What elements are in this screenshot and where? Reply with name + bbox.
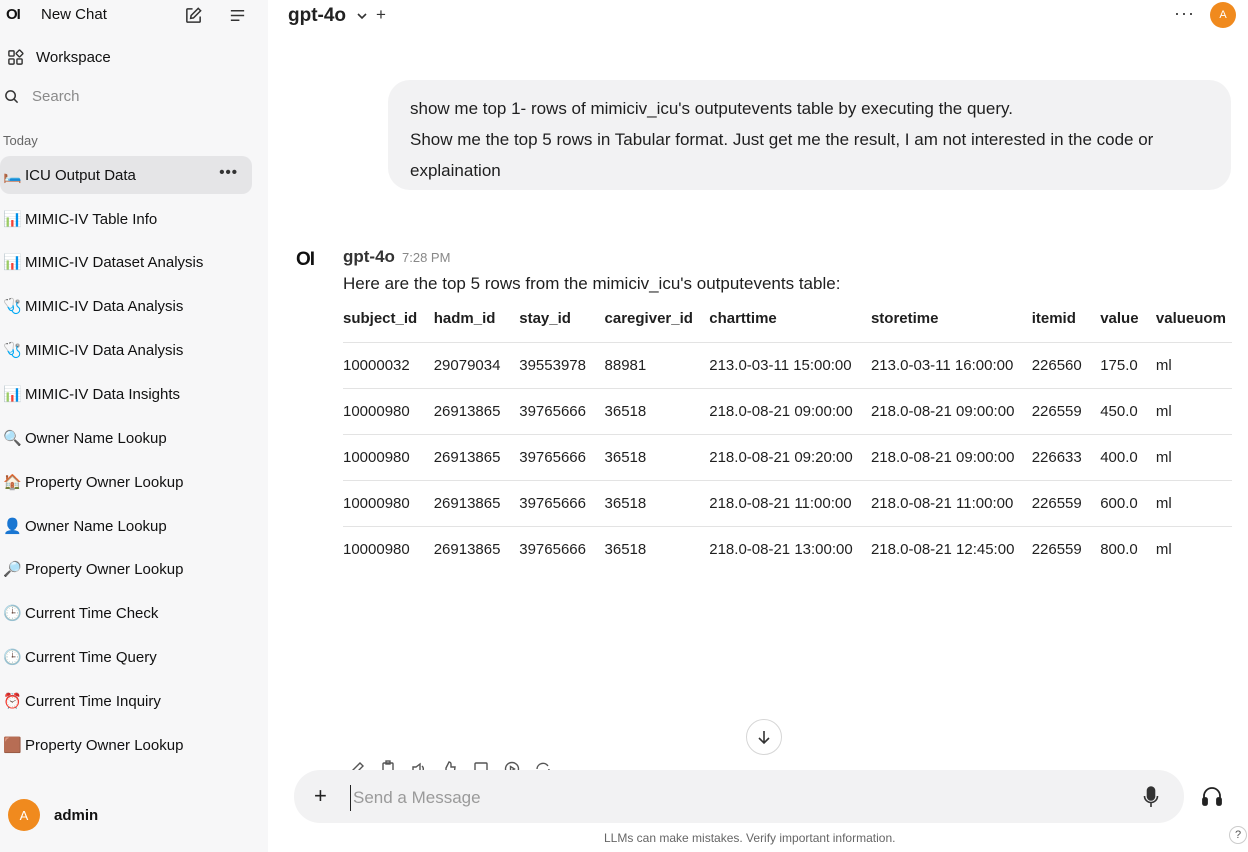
table-cell: 10000980 xyxy=(343,541,410,558)
table-cell: 213.0-03-11 16:00:00 xyxy=(871,343,1032,389)
table-cell: ml xyxy=(1156,343,1232,389)
chat-item-label: MIMIC-IV Dataset Analysis xyxy=(25,253,204,271)
sidebar-search[interactable] xyxy=(4,85,80,107)
table-cell: 39553978 xyxy=(519,343,604,389)
chat-item[interactable] xyxy=(0,638,252,676)
table-cell: 226559 xyxy=(1032,481,1101,527)
chat-item-label: Property Owner Lookup xyxy=(25,736,184,754)
chat-emoji: 🛏️ xyxy=(3,167,22,184)
chat-item-active[interactable] xyxy=(0,156,252,194)
table-cell: 175.0 xyxy=(1100,343,1156,389)
table-cell: ml xyxy=(1155,541,1172,558)
table-cell: 36518 xyxy=(604,541,647,558)
new-chat-button[interactable]: New Chat xyxy=(41,6,107,23)
chat-item-label: Property Owner Lookup xyxy=(25,560,184,578)
disclaimer: LLMs can make mistakes. Verify important information. xyxy=(604,831,896,845)
table-cell: 29079034 xyxy=(434,343,520,389)
arrow-down-icon xyxy=(756,729,772,745)
assistant-name: gpt-4o xyxy=(343,247,395,266)
chat-item-label: MIMIC-IV Data Analysis xyxy=(25,341,184,359)
table-cell: 400.0 xyxy=(1100,435,1156,481)
table-cell: 600.0 xyxy=(1100,481,1156,527)
result-table xyxy=(343,306,1232,572)
table-cell: 39765666 xyxy=(519,481,604,527)
user-menu[interactable] xyxy=(8,799,98,831)
column-header: value xyxy=(1100,306,1156,343)
column-header: subject_id xyxy=(343,306,434,343)
workspace-label: Workspace xyxy=(36,48,111,66)
search-icon xyxy=(4,89,20,104)
sidebar-toggle-icon[interactable] xyxy=(226,4,248,26)
chat-emoji: 📊 xyxy=(3,211,22,228)
chat-item-label: Property Owner Lookup xyxy=(25,473,184,491)
avatar[interactable]: A xyxy=(1210,2,1236,28)
chevron-down-icon[interactable] xyxy=(356,9,368,27)
workspace-link[interactable] xyxy=(4,46,111,68)
table-cell: 36518 xyxy=(605,389,710,435)
avatar: A xyxy=(8,799,40,831)
message-input[interactable] xyxy=(350,785,1115,811)
chat-item[interactable] xyxy=(0,419,252,457)
table-cell: 10000980 xyxy=(343,389,434,435)
table-cell: 226560 xyxy=(1032,343,1101,389)
table-header-row xyxy=(343,306,1232,343)
table-cell: 10000980 xyxy=(343,435,434,481)
workspace-icon xyxy=(4,49,26,66)
assistant-intro: Here are the top 5 rows from the mimiciv_icu's outputevents table: xyxy=(343,274,841,293)
table-cell: ml xyxy=(1156,481,1232,527)
table-cell: 26913865 xyxy=(434,435,520,481)
attach-button[interactable]: + xyxy=(314,783,327,808)
chat-emoji: 📊 xyxy=(3,254,22,271)
compose-icon[interactable] xyxy=(182,4,204,26)
top-bar xyxy=(268,0,1248,34)
table-cell: 10000032 xyxy=(343,343,434,389)
microphone-icon[interactable] xyxy=(1142,785,1160,814)
table-cell: 36518 xyxy=(605,435,710,481)
chat-item[interactable] xyxy=(0,550,252,588)
table-cell: 39765666 xyxy=(519,541,586,558)
chat-item-label: Owner Name Lookup xyxy=(25,517,167,535)
table-cell: 26913865 xyxy=(434,481,520,527)
chat-item[interactable] xyxy=(0,331,252,369)
sidebar-header xyxy=(0,0,268,34)
more-options-icon[interactable]: ··· xyxy=(1174,3,1195,23)
table-cell: ml xyxy=(1156,389,1232,435)
section-today: Today xyxy=(3,133,38,148)
chat-emoji: 📊 xyxy=(3,386,22,403)
table-cell: 450.0 xyxy=(1100,389,1156,435)
chat-item[interactable] xyxy=(0,200,252,238)
headphones-icon[interactable] xyxy=(1200,784,1224,813)
chat-item[interactable] xyxy=(0,375,252,413)
chat-emoji: 🕒 xyxy=(3,605,22,622)
chat-item-label: ICU Output Data xyxy=(25,166,136,184)
column-header: charttime xyxy=(709,306,871,343)
chat-item[interactable] xyxy=(0,682,252,720)
table-cell: 39765666 xyxy=(519,435,604,481)
table-row xyxy=(343,343,1232,389)
table-row xyxy=(343,481,1232,527)
chat-item-label: Current Time Check xyxy=(25,604,159,622)
table-cell: 226559 xyxy=(1031,541,1082,558)
chat-emoji: 🟫 xyxy=(3,737,22,754)
column-header: caregiver_id xyxy=(605,306,710,343)
table-cell: 218.0-08-21 11:00:00 xyxy=(871,481,1032,527)
chat-emoji: 🔍 xyxy=(3,430,22,447)
model-selector[interactable]: gpt-4o xyxy=(288,5,347,26)
chat-item-label: Owner Name Lookup xyxy=(25,429,167,447)
user-message-line: show me top 1- rows of mimiciv_icu's outputevents table by executing the query. xyxy=(410,99,1013,118)
chat-emoji: 🩺 xyxy=(3,298,22,315)
chat-emoji: 🩺 xyxy=(3,342,22,359)
user-name: admin xyxy=(54,806,99,824)
column-header: storetime xyxy=(871,306,1032,343)
chat-emoji: 🔎 xyxy=(3,561,22,578)
table-row xyxy=(343,435,1232,481)
chat-emoji: 🕒 xyxy=(3,649,22,666)
sidebar xyxy=(0,0,268,852)
chat-emoji: 🏠 xyxy=(3,474,22,491)
table-cell: 218.0-08-21 11:00:00 xyxy=(709,481,871,527)
scroll-to-bottom-button[interactable] xyxy=(746,719,782,755)
chat-item[interactable] xyxy=(0,594,252,632)
assistant-logo: OI xyxy=(296,249,315,270)
help-button[interactable]: ? xyxy=(1229,826,1247,844)
table-cell: ml xyxy=(1156,435,1232,481)
table-row xyxy=(343,389,1232,435)
table-cell: 218.0-08-21 09:00:00 xyxy=(871,435,1032,481)
search-placeholder: Search xyxy=(32,87,80,105)
chat-item[interactable] xyxy=(0,726,252,764)
table-cell: 226559 xyxy=(1032,389,1101,435)
user-message-line: Show me the top 5 rows in Tabular format. Just get me the result, I am not interested in the code or explaination xyxy=(410,130,1154,180)
chat-item-label: MIMIC-IV Data Analysis xyxy=(25,297,184,315)
table-cell: 218.0-08-21 12:45:00 xyxy=(870,541,1015,558)
chat-item-label: MIMIC-IV Data Insights xyxy=(25,385,181,403)
chat-item-label: MIMIC-IV Table Info xyxy=(25,210,158,228)
chat-item-label: Current Time Query xyxy=(25,648,157,666)
table-cell: 39765666 xyxy=(519,389,604,435)
table-cell: 218.0-08-21 13:00:00 xyxy=(709,541,853,558)
table-cell: 26913865 xyxy=(434,389,520,435)
table-cell: 213.0-03-11 15:00:00 xyxy=(709,343,871,389)
column-header: stay_id xyxy=(519,306,604,343)
chat-item[interactable] xyxy=(0,243,252,281)
message-timestamp: 7:28 PM xyxy=(402,250,451,265)
column-header: valueuom xyxy=(1156,306,1232,343)
table-cell: 88981 xyxy=(605,343,710,389)
chat-emoji: 👤 xyxy=(3,518,22,535)
chat-item[interactable] xyxy=(0,287,252,325)
table-cell: 218.0-08-21 09:00:00 xyxy=(871,389,1032,435)
column-header: itemid xyxy=(1032,306,1101,343)
table-row xyxy=(343,527,1232,573)
add-model-button[interactable]: + xyxy=(376,5,386,24)
table-cell: 218.0-08-21 09:00:00 xyxy=(709,389,871,435)
column-header: hadm_id xyxy=(434,306,520,343)
chat-emoji: ⏰ xyxy=(3,693,22,710)
table-cell: 218.0-08-21 09:20:00 xyxy=(709,435,871,481)
table-cell: 226633 xyxy=(1032,435,1101,481)
table-cell: 26913865 xyxy=(433,541,501,558)
message-composer xyxy=(294,770,1184,823)
app-logo: OI xyxy=(6,6,20,23)
chat-item[interactable] xyxy=(0,463,252,501)
user-message-bubble xyxy=(388,80,1231,190)
chat-item[interactable] xyxy=(0,507,252,545)
table-cell: 36518 xyxy=(605,481,710,527)
chat-more-icon[interactable]: ••• xyxy=(219,164,238,181)
chat-item-label: Current Time Inquiry xyxy=(25,692,161,710)
table-cell: 800.0 xyxy=(1100,541,1138,558)
table-cell: 10000980 xyxy=(343,481,434,527)
